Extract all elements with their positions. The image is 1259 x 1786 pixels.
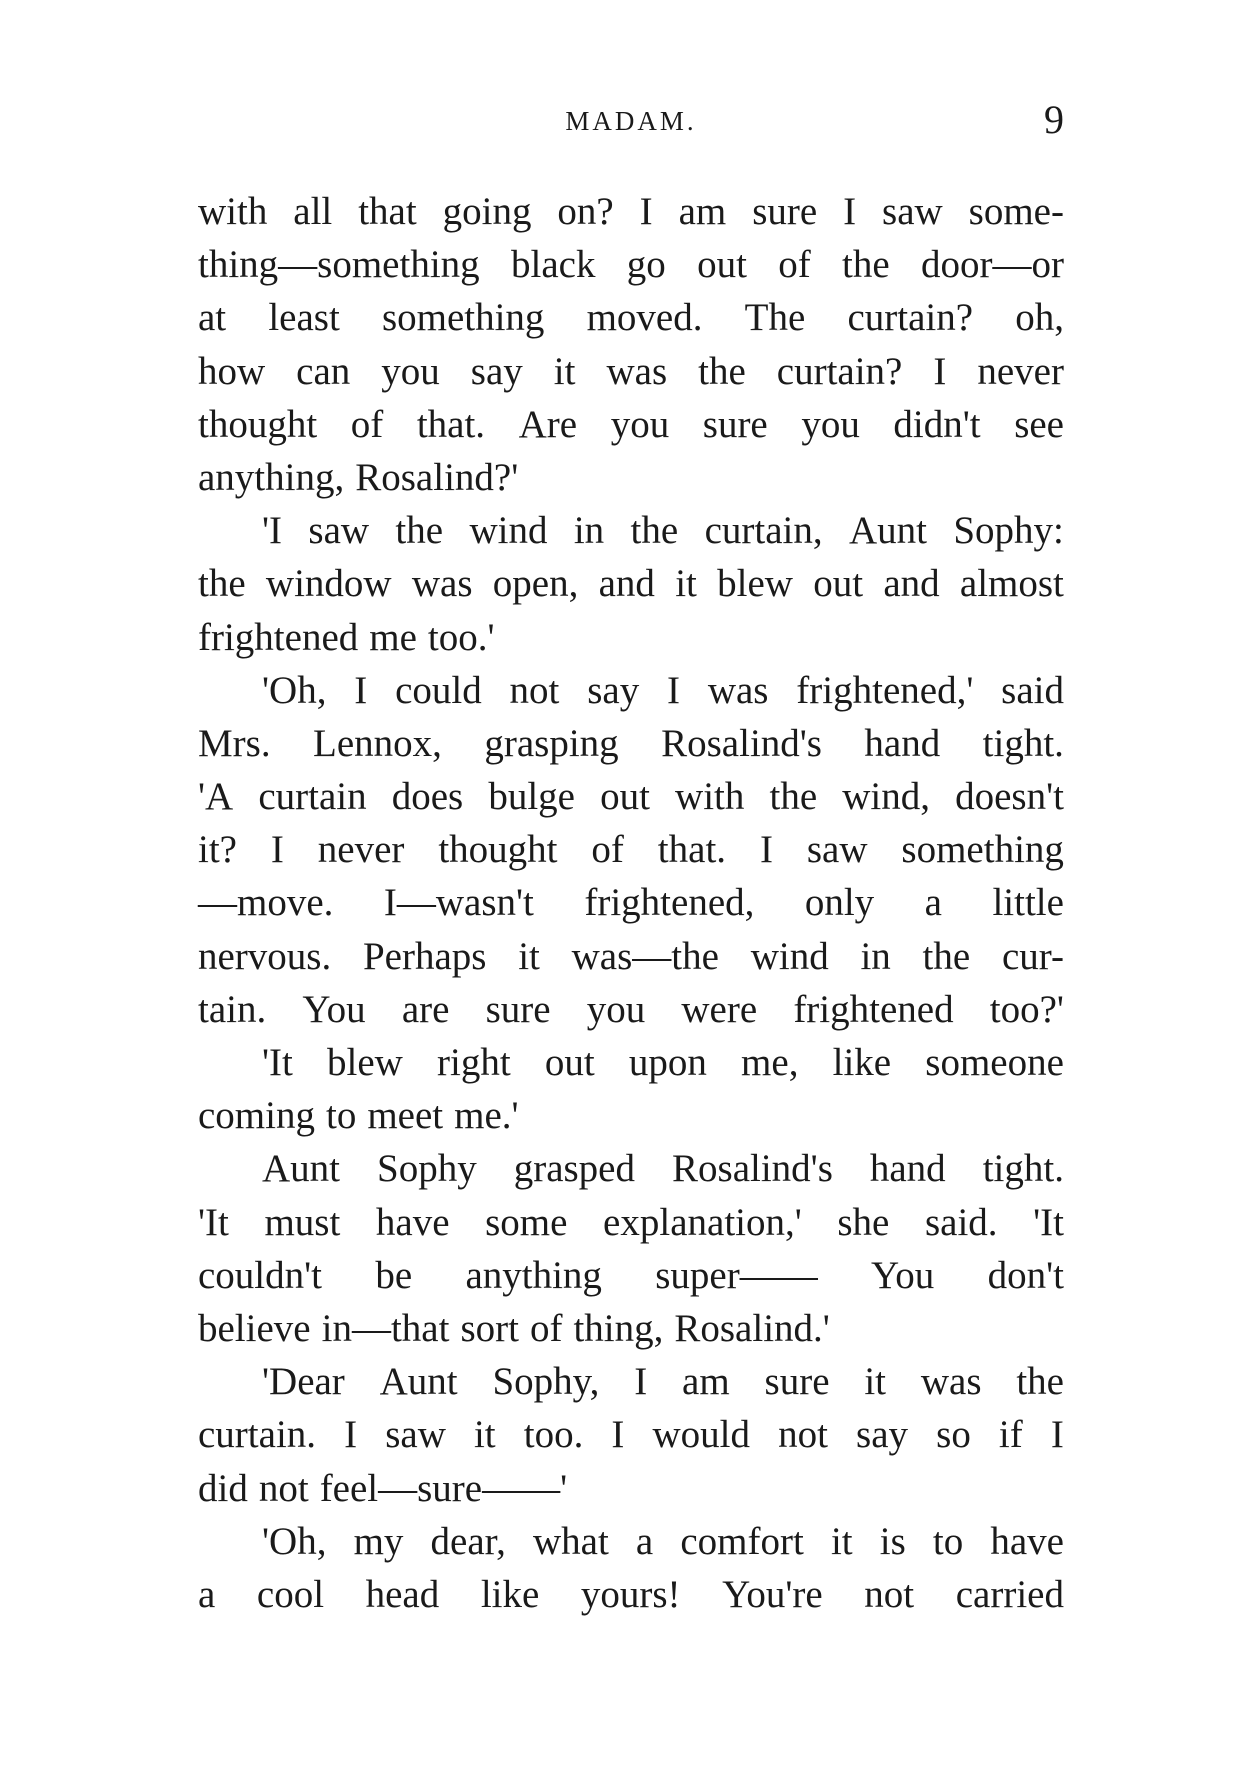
word: head [365, 1572, 440, 1616]
word: sure [702, 402, 768, 446]
word: anything, [198, 455, 345, 499]
word: —move. [198, 881, 334, 925]
word: 'I [262, 509, 283, 553]
text-line [198, 876, 1064, 929]
word: I—wasn't [383, 881, 534, 925]
word: hand [869, 1147, 946, 1191]
word: am [678, 190, 727, 233]
word: upon [628, 1041, 707, 1084]
word: too.' [427, 615, 495, 659]
word: explanation,' [603, 1200, 802, 1244]
word: curtain [258, 775, 367, 819]
word: I [933, 349, 947, 393]
word: I [639, 190, 653, 233]
word: You [871, 1253, 935, 1297]
word: Sophy [377, 1147, 477, 1191]
word: a [635, 1519, 654, 1563]
word: sure [764, 1360, 830, 1404]
word: did [198, 1466, 248, 1510]
word: you [586, 987, 646, 1031]
word: Aunt [848, 509, 927, 553]
word: saw [806, 828, 868, 872]
word: the [198, 562, 246, 606]
word: of [350, 402, 384, 446]
word: yours! [580, 1572, 681, 1616]
word: I [270, 828, 284, 872]
text-line [198, 1568, 1064, 1621]
word: Aunt [379, 1360, 458, 1404]
word: that [358, 190, 417, 233]
word: some- [968, 190, 1064, 233]
word: tight. [982, 721, 1064, 765]
word: me.' [454, 1094, 519, 1138]
word: couldn't [198, 1253, 323, 1297]
word: my [353, 1519, 404, 1563]
word: not [778, 1413, 828, 1457]
text-line [198, 398, 1064, 451]
word: and [598, 562, 655, 606]
word: it [518, 934, 540, 978]
word: comfort [680, 1519, 804, 1563]
word: hand [864, 721, 941, 765]
word: out [600, 775, 650, 819]
word: of [529, 1306, 563, 1350]
word: if [998, 1413, 1023, 1457]
body-text [198, 185, 1064, 1621]
word: little [992, 881, 1064, 925]
word: believe [198, 1306, 311, 1350]
word: curtain, [704, 509, 823, 553]
word: curtain. [198, 1413, 317, 1457]
word: frightened,' [796, 668, 974, 712]
word: right [437, 1041, 511, 1084]
word: Rosalind's [672, 1147, 833, 1191]
text-line [198, 1515, 1064, 1568]
word: me [369, 615, 417, 659]
word: I [344, 1413, 358, 1457]
word: it [553, 349, 576, 393]
word: am [682, 1360, 730, 1404]
running-head [198, 98, 1064, 148]
word: Perhaps [362, 934, 487, 978]
word: say [856, 1413, 909, 1457]
word: you [381, 349, 440, 393]
word: 'A [198, 775, 234, 819]
word: something [901, 828, 1064, 872]
word: wind, [842, 775, 930, 819]
word: the [698, 349, 746, 393]
word: the [1016, 1360, 1064, 1404]
word: were [681, 987, 758, 1031]
word: be [375, 1253, 413, 1297]
text-line [198, 291, 1064, 344]
word: I [1050, 1413, 1064, 1457]
word: go [626, 243, 666, 287]
word: out [813, 562, 864, 606]
text-line [198, 770, 1064, 823]
word: it [830, 1519, 853, 1563]
word: so [936, 1413, 971, 1457]
word: was [920, 1360, 982, 1404]
word: feel—sure——' [319, 1466, 568, 1510]
word: I [843, 190, 857, 233]
word: with [198, 190, 268, 233]
word: curtain? [776, 349, 903, 393]
word: it [864, 1360, 887, 1404]
word: 'It [262, 1041, 293, 1084]
text-line [198, 1408, 1064, 1461]
text-line [198, 664, 1064, 717]
word: wind [469, 509, 548, 553]
word: was—the [571, 934, 719, 978]
word: Sophy: [953, 509, 1064, 553]
word: I [611, 1413, 625, 1457]
word: bulge [488, 775, 575, 819]
word: not [509, 668, 560, 712]
word: have [375, 1200, 450, 1244]
word: grasping [484, 721, 619, 765]
word: I [759, 828, 773, 872]
text-line [198, 185, 1064, 238]
word: something [381, 296, 545, 340]
word: out [544, 1041, 595, 1084]
word: you [610, 402, 670, 446]
word: someone [925, 1041, 1064, 1084]
word: Rosalind.' [674, 1306, 830, 1350]
word: 'It [198, 1200, 229, 1244]
word: have [990, 1519, 1064, 1563]
word: a [198, 1572, 216, 1616]
word: too. [523, 1413, 584, 1457]
word: was [411, 562, 473, 606]
word: 'Oh, [262, 668, 327, 712]
text-line [198, 1462, 1064, 1515]
word: door—or [921, 243, 1064, 287]
text-line [198, 451, 1064, 504]
running-title: MADAM. [565, 106, 697, 136]
word: not [864, 1572, 915, 1616]
word: only [804, 881, 875, 925]
word: what [532, 1519, 609, 1563]
word: are [401, 987, 450, 1031]
text-line [198, 1249, 1064, 1302]
word: me, [741, 1041, 799, 1084]
word: said [1001, 668, 1064, 712]
word: out [697, 243, 747, 287]
word: does [391, 775, 464, 819]
word: how [198, 349, 266, 393]
word: like [480, 1572, 540, 1616]
word: of [591, 828, 624, 872]
word: like [832, 1041, 892, 1084]
word: Rosalind's [661, 721, 822, 765]
word: cur- [1001, 934, 1064, 978]
word: too?' [989, 987, 1064, 1031]
word: open, [492, 562, 579, 606]
word: you [801, 402, 860, 446]
word: Are [518, 402, 578, 446]
word: must [264, 1200, 341, 1244]
text-line [198, 1142, 1064, 1195]
word: on? [557, 190, 614, 233]
text-line [198, 930, 1064, 983]
word: cool [256, 1572, 325, 1616]
text-line [198, 983, 1064, 1036]
word: thought [438, 828, 558, 872]
text-line [198, 345, 1064, 398]
word: say [470, 349, 523, 393]
word: the [842, 243, 890, 287]
word: see [1014, 402, 1064, 446]
word: frightened [198, 615, 359, 659]
word: 'Dear [262, 1360, 345, 1404]
word: Lennox, [313, 721, 442, 765]
page-number: 9 [1044, 97, 1064, 142]
word: saw [308, 509, 370, 553]
text-line [198, 238, 1064, 291]
word: is [879, 1519, 906, 1563]
word: all [293, 190, 333, 233]
word: it? [198, 828, 237, 872]
word: the [922, 934, 971, 978]
word: say [587, 668, 640, 712]
word: sure [485, 987, 551, 1031]
word: thing—something [198, 243, 480, 287]
word: least [268, 296, 340, 340]
word: You [302, 987, 366, 1031]
word: Aunt [262, 1147, 340, 1191]
word: The [744, 296, 806, 340]
text-line [198, 557, 1064, 610]
word: a [924, 881, 942, 925]
word: it [473, 1413, 496, 1457]
word: that. [657, 828, 727, 872]
word: that. [416, 402, 486, 446]
word: oh, [1015, 296, 1064, 340]
text-line [198, 1196, 1064, 1249]
word: Sophy, [492, 1360, 600, 1404]
word: in—that [321, 1306, 450, 1350]
text-line [198, 717, 1064, 770]
word: never [977, 349, 1064, 393]
word: at [198, 296, 227, 340]
word: 'Oh, [262, 1519, 327, 1563]
word: sure [752, 190, 818, 233]
word: was [707, 668, 769, 712]
word: doesn't [955, 775, 1064, 819]
word: thing, [573, 1306, 664, 1350]
word: to [325, 1094, 357, 1138]
word: grasped [513, 1147, 635, 1191]
word: black [510, 243, 596, 287]
text-line [198, 611, 1064, 664]
word: and [883, 562, 940, 606]
word: anything [465, 1253, 602, 1297]
word: some [485, 1200, 568, 1244]
word: was [606, 349, 668, 393]
word: didn't [893, 402, 981, 446]
word: frightened [793, 987, 954, 1031]
word: the [630, 509, 679, 553]
word: I [634, 1360, 648, 1404]
word: wind [750, 934, 829, 978]
word: almost [959, 562, 1064, 606]
word: in [860, 934, 891, 978]
word: the [395, 509, 444, 553]
text-line [198, 1089, 1064, 1142]
word: the [769, 775, 818, 819]
word: blew [327, 1041, 403, 1084]
word: moved. [586, 296, 703, 340]
word: curtain? [847, 296, 974, 340]
word: going [442, 190, 532, 233]
word: it [675, 562, 697, 606]
word: meet [367, 1094, 444, 1138]
text-line [198, 1355, 1064, 1408]
word: in [573, 509, 605, 553]
word: saw [385, 1413, 446, 1457]
word: coming [198, 1094, 315, 1138]
word: sort [460, 1306, 519, 1350]
word: Rosalind?' [355, 455, 519, 499]
word: I [667, 668, 681, 712]
word: super—— [655, 1253, 818, 1297]
word: don't [987, 1253, 1064, 1297]
text-line [198, 1302, 1064, 1355]
word: never [317, 828, 405, 872]
word: I [354, 668, 368, 712]
word: tight. [982, 1147, 1064, 1191]
word: said. [924, 1200, 998, 1244]
word: frightened, [584, 881, 755, 925]
word: Mrs. [198, 721, 271, 765]
word: You're [722, 1572, 823, 1616]
word: window [265, 562, 392, 606]
word: with [675, 775, 745, 819]
text-line [198, 1036, 1064, 1089]
word: blew [717, 562, 793, 606]
word: tain. [198, 987, 267, 1031]
word: nervous. [198, 934, 332, 978]
word: could [395, 668, 482, 712]
word: she [837, 1200, 890, 1244]
word: of [778, 243, 811, 287]
text-line [198, 504, 1064, 557]
word: would [652, 1413, 751, 1457]
word: 'It [1033, 1200, 1064, 1244]
word: carried [955, 1572, 1064, 1616]
word: dear, [430, 1519, 506, 1563]
word: thought [198, 402, 318, 446]
word: to [932, 1519, 964, 1563]
word: can [296, 349, 351, 393]
word: not [258, 1466, 309, 1510]
text-line [198, 823, 1064, 876]
word: saw [882, 190, 943, 233]
